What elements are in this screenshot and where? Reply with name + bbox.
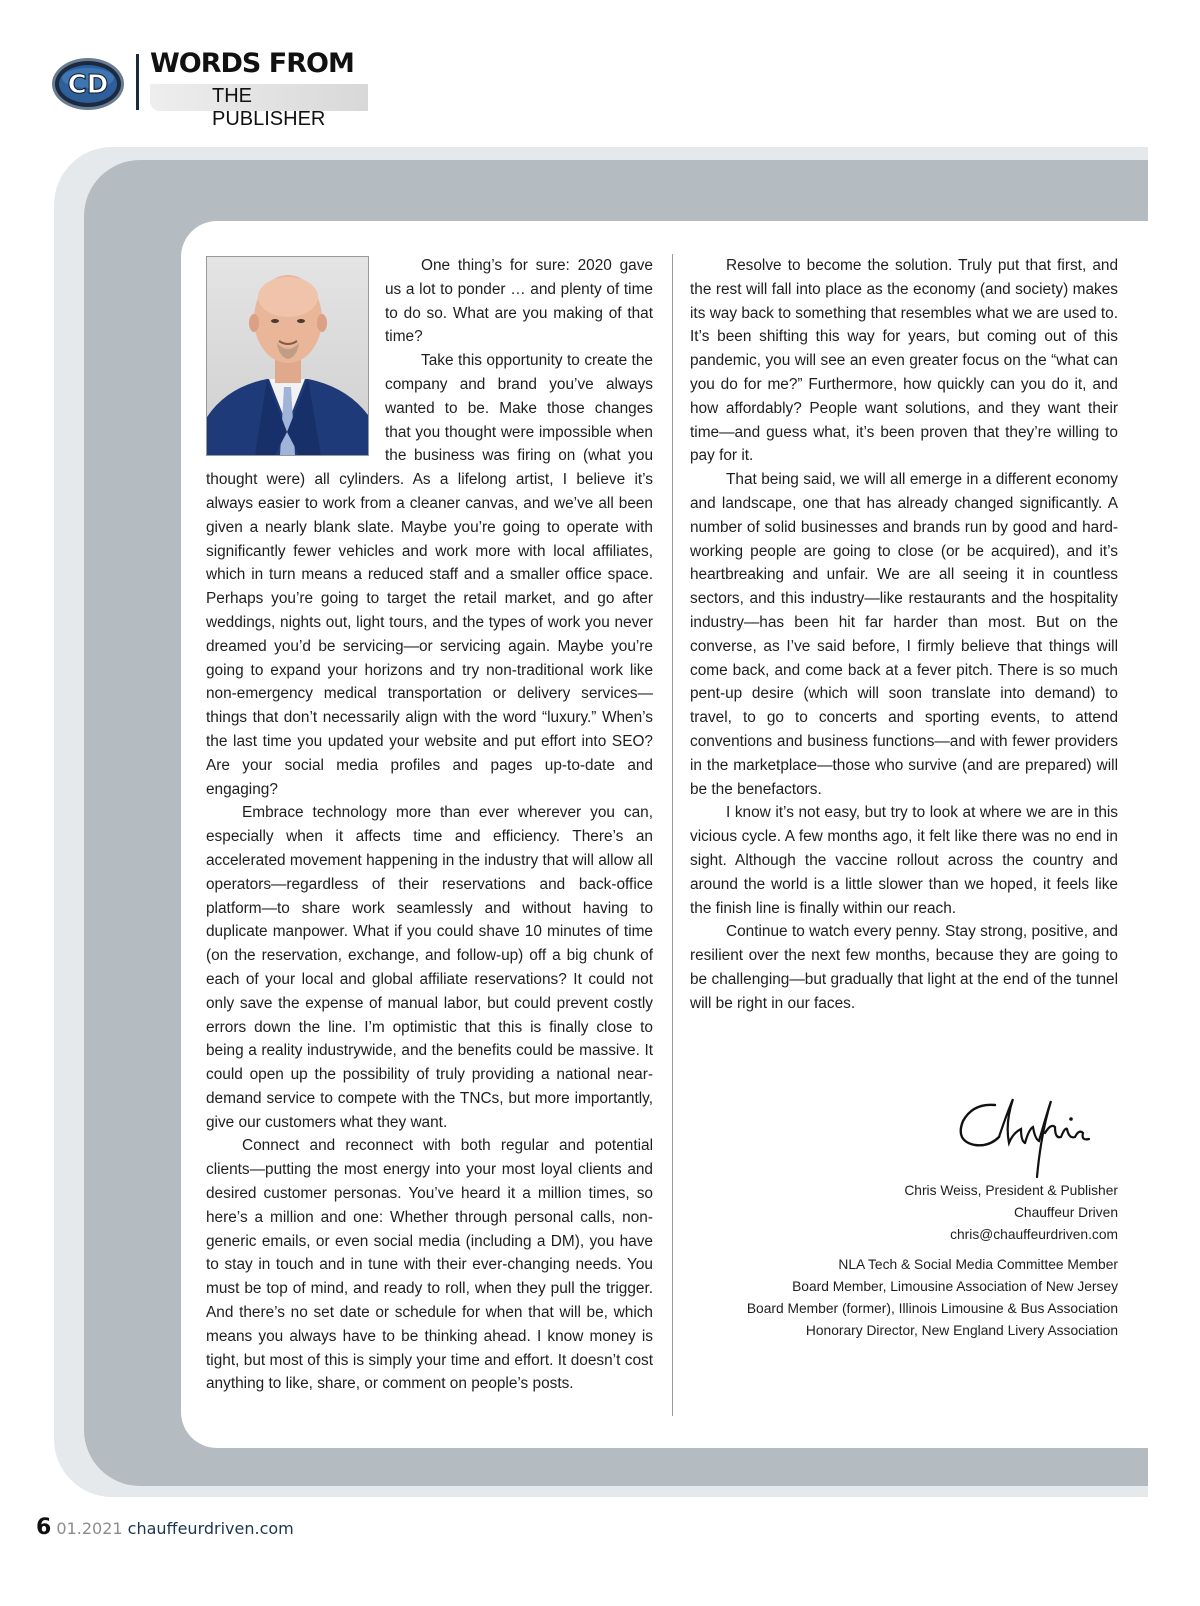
website-link[interactable]: chauffeurdriven.com [127,1519,294,1538]
publisher-photo [206,256,369,456]
column-divider [672,254,673,1416]
signer-email[interactable]: chris@chauffeurdriven.com [950,1227,1118,1242]
issue-date: 01.2021 [56,1519,123,1538]
signer-role: Board Member (former), Illinois Limousine & Bus Association [746,1301,1118,1316]
section-title: WORDS FROM [150,48,354,79]
article-paragraph: Embrace technology more than ever wherever you can, especially when it affects time and efficiency. There’s an accelerated movement happening in the industry that will allow all operators—regardless of their reservations and back-office platform—to share work seamlessly and without having to duplicate manpower. What if you could shave 10 minutes of time (on the reservation, exchange, and follow-up) off a big chunk of each of your local and global affiliate reservations? It could not only save the expense of manual labor, but could prevent costly errors down the line. I’m optimistic that this is finally close to being a reality industrywide, and the benefits could be massive. It could open up the possibility of truly providing a national near-demand service to compete with the TNCs, but more importantly, give our customers what they want. [206,804,653,1131]
handwritten-signature [955,1093,1105,1181]
signer-role: Honorary Director, New England Livery Association [805,1323,1118,1338]
signer-name-title: Chris Weiss, President & Publisher [904,1183,1118,1198]
page-footer [36,1515,294,1540]
signer-role: NLA Tech & Social Media Committee Member [838,1257,1118,1272]
header-divider [136,54,139,110]
article-paragraph: Connect and reconnect with both regular and potential clients—putting the most energy into your most loyal clients and desired customer personas. You’ve heard it a million times, so here’s a million and one: Whether through personal calls, non-generic emails, or even social media (including a DM), you have to stay in touch and in tune with their ever-changing needs. You must be top of mind, and ready to roll, when they pull the trigger. And there’s no set date or schedule for when that will be, which means you always have to be thinking ahead. I know money is tight, but most of this is simply your time and effort. It doesn’t cost anything to like, share, or comment on people’s posts. [206,1137,653,1393]
article-paragraph: I know it’s not easy, but try to look at where we are in this vicious cycle. A few months ago, it felt like there was no end in sight. Although the vaccine rollout across the country and around the world is a little slower than we hoped, it feels like the finish line is finally within our reach. [690,804,1118,917]
section-subtitle: THE PUBLISHER [212,85,326,130]
logo-text: CD [67,70,109,100]
article-paragraph: Resolve to become the solution. Truly put that first, and the rest will fall into place as the economy (and society) makes its way back to something that resembles what we are used to. It’s been shifting this way for years, but coming out of this pandemic, you will see an even greater focus on the “what can you do for me?” Furthermore, how quickly can you do it, and how affordably? People want solutions, and they want their time—and guess what, it’s been proven that they’re willing to pay for it. [690,257,1118,465]
section-subtitle-bar [150,84,368,130]
signature-block [747,1180,1118,1342]
article-paragraph: Take this opportunity to create the company and brand you’ve always wanted to be. Make those changes that you thought were impossible when the business was firing on (what you thought were) all cylinders. As a lifelong artist, I believe it’s always easier to work from a cleaner canvas, and we’ve all been given a nearly blank slate. Maybe you’re going to operate with significantly fewer vehicles and work more with local affiliates, which in turn means a reduced staff and a smaller office space. Perhaps you’re going to target the retail market, and go after weddings, nights out, light tours, and the types of work you never dreamed you’d be servicing—or servicing again. Maybe you’re going to expand your horizons and try non-traditional work like non-emergency medical transportation or delivery services—things that don’t necessarily align with the word “luxury.” When’s the last time you updated your website and put effort into SEO? Are your social media profiles and pages up-to-date and engaging? [206,352,653,798]
article-paragraph: One thing’s for sure: 2020 gave us a lot to ponder … and plenty of time to do so. What are you making of that time? [385,257,653,346]
article-paragraph: That being said, we will all emerge in a different economy and landscape, one that has already changed significantly. A number of solid businesses and brands run by good and hard-working people are going to close (or be acquired), and it’s heartbreaking and unfair. We are all seeing it in countless sectors, and this industry—like restaurants and the hospitality industry—has been hit far harder than most. But on the converse, as I’ve said before, I firmly believe that things will come back, and come back at a fever pitch. There is so much pent-up desire (which will soon translate into demand) to travel, to go to concerts and sporting events, to attend conventions and business functions—and with fewer providers in the marketplace—those who survive (and are prepared) will be the benefactors. [690,471,1118,798]
article-paragraph: Continue to watch every penny. Stay strong, positive, and resilient over the next few months, because they are going to be challenging—but gradually that light at the end of the tunnel will be right in our faces. [690,923,1118,1012]
page-number: 6 [36,1515,52,1540]
article-right-column [690,254,1118,1016]
article-left-column [206,254,653,1396]
publication-logo [50,54,130,114]
signer-company: Chauffeur Driven [1013,1205,1118,1220]
signer-role: Board Member, Limousine Association of New Jersey [792,1279,1118,1294]
